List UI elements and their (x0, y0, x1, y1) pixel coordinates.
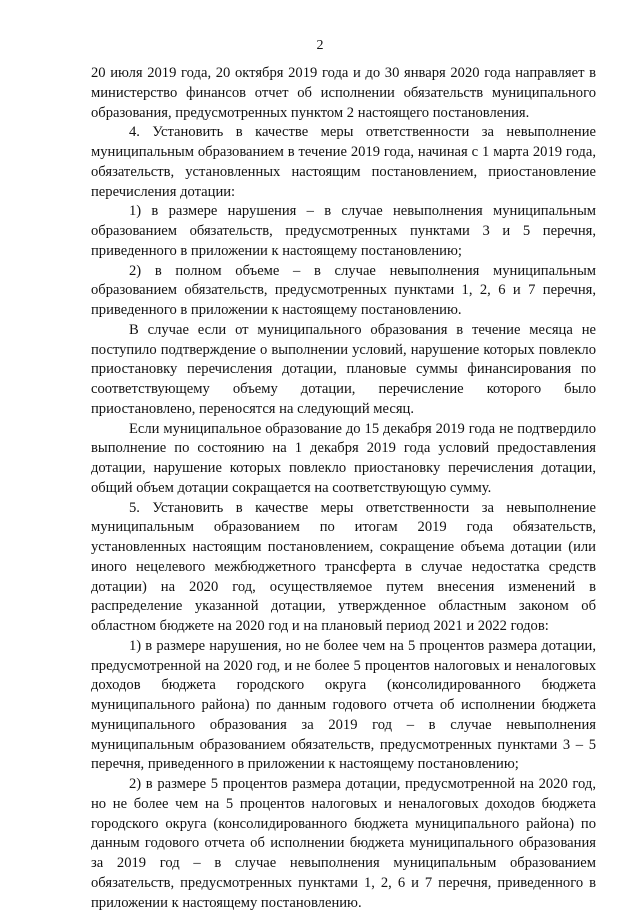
paragraph-clause-5-item-1: 1) в размере нарушения, но не более чем на 5 процентов размера дотации, предусмотренной на 2020 год, и не более 5 процентов налоговых и неналоговых доходов бюджета городского округа (консолидированного бюджета муниципального района) по данным годового отчета об исполнении бюджета муниципального образования за 2019 год – в случае невыполнения муниципальным образованием обязательств, предусмотренных пунктами 3 – 5 перечня, приведенного в приложении к настоящему постановлению; (91, 637, 596, 773)
paragraph-clause-4-item-1: 1) в размере нарушения – в случае невыполнения муниципальным образованием обязательств, предусмотренных пунктами 3 и 5 перечня, приведенного в приложении к настоящему постановлению; (91, 203, 596, 259)
paragraph-continuation: 20 июля 2019 года, 20 октября 2019 года и до 30 января 2020 года направляет в министерство финансов отчет об исполнении обязательств муниципального образования, предусмотренных пунктом 2 настоящего постановления. (91, 65, 596, 121)
page-number: 2 (316, 38, 324, 53)
paragraph-clause-5: 5. Установить в качестве меры ответственности за невыполнение муниципальным образованием по итогам 2019 года обязательств, установленных настоящим постановлением, сокращение объема дотации (или иного нецелевого межбюджетного трансферта в случае недостатка средств дотации) на 2020 год, осуществляемое путем внесения изменений в распределение указанной дотации, утвержденное областным законом об областном бюджете на 2020 год и на плановый период 2021 и 2022 годов: (91, 499, 596, 634)
paragraph-clause-4-item-2: 2) в полном объеме – в случае невыполнения муниципальным образованием обязательств, предусмотренных пунктами 1, 2, 6 и 7 перечня, приведенного в приложении к настоящему постановлению. (91, 262, 596, 318)
paragraph-transfer-rule: В случае если от муниципального образования в течение месяца не поступило подтверждение о выполнении условий, нарушение которых повлекло приостановку перечисления дотации, плановые суммы финансирования по соответствующему объему дотации, перечисление которого было приостановлено, переносятся на следующий месяц. (91, 321, 596, 417)
paragraph-clause-4: 4. Установить в качестве меры ответственности за невыполнение муниципальным образованием в течение 2019 года, начиная с 1 марта 2019 года, обязательств, установленных настоящим постановлением, приостановление перечисления дотации: (91, 124, 596, 200)
paragraph-reduction-rule: Если муниципальное образование до 15 декабря 2019 года не подтвердило выполнение по состоянию на 1 декабря 2019 года условий предоставления дотации, нарушение которых повлекло приостановку перечисления дотации, общий объем дотации сокращается на соответствующую сумму. (91, 420, 596, 496)
document-body (91, 64, 596, 913)
paragraph-clause-5-item-2: 2) в размере 5 процентов размера дотации, предусмотренной на 2020 год, но не более чем на 5 процентов налоговых и неналоговых доходов бюджета городского округа (консолидированного бюджета муниципального района) по данным годового отчета об исполнении бюджета муниципального образования за 2019 год – в случае невыполнения муниципальным образованием обязательств, предусмотренных пунктами 1, 2, 6 и 7 перечня, приведенного в приложении к настоящему постановлению. (91, 776, 596, 911)
